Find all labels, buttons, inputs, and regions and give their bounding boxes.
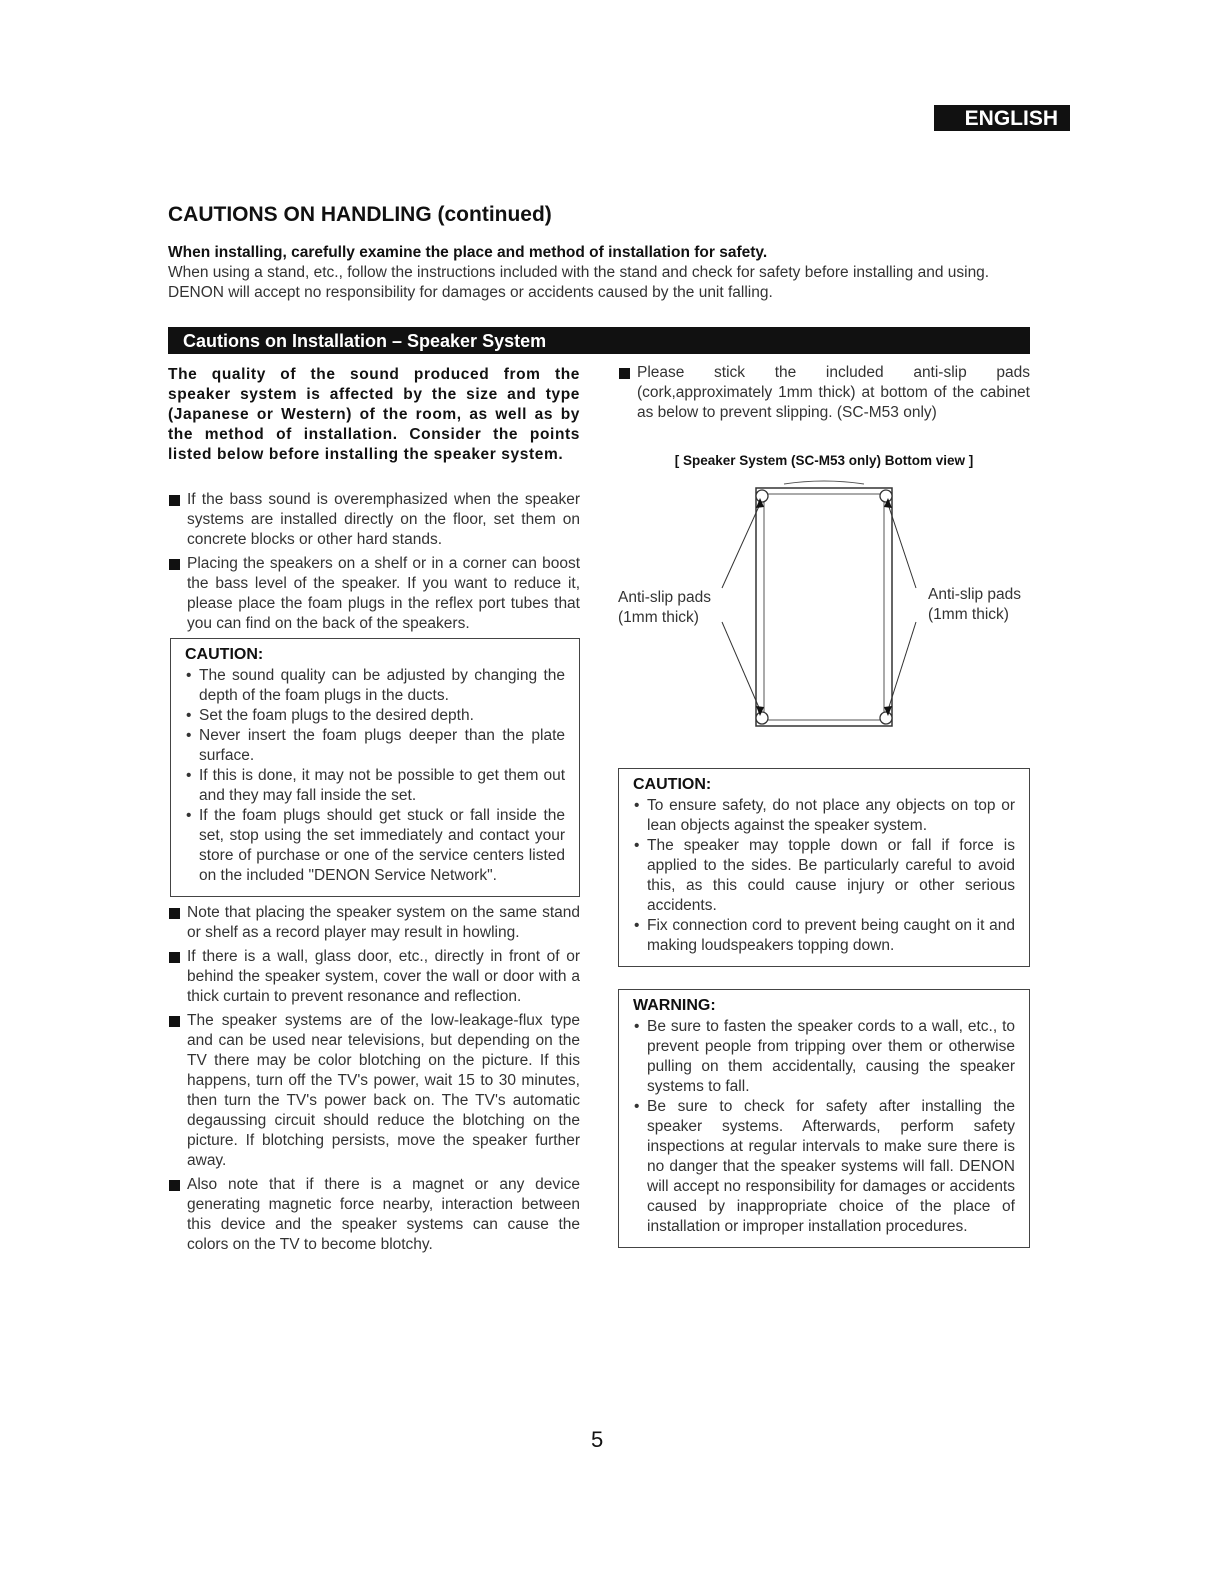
square-bullet-icon bbox=[169, 908, 180, 919]
cabinet-inner-outline bbox=[764, 494, 884, 720]
list-item bbox=[168, 554, 580, 634]
intro-bold-text: When installing, carefully examine the place and method of installation for safety. bbox=[168, 244, 768, 261]
language-tab-label: ENGLISH bbox=[964, 107, 1058, 130]
square-bullet-icon bbox=[169, 1180, 180, 1191]
list-item-text: Note that placing the speaker system on the same stand or shelf as a record player may result in howling. bbox=[187, 904, 580, 941]
list-item-text: If the bass sound is overemphasized when the speaker systems are installed directly on the floor, set them on concrete blocks or other hard stands. bbox=[187, 491, 580, 548]
list-item bbox=[618, 363, 1030, 423]
list-item-text: Please stick the included anti-slip pads (cork,approximately 1mm thick) at bottom of the cabinet as below to prevent slipping. (SC-M53 only) bbox=[637, 364, 1030, 421]
pad-top-right bbox=[880, 490, 892, 502]
cabinet-top-curve bbox=[784, 481, 864, 484]
warning-title: WARNING: bbox=[633, 997, 716, 1014]
list-item bbox=[168, 1175, 580, 1255]
dot-bullet-icon: • bbox=[634, 1018, 640, 1035]
caution-item-text: Fix connection cord to prevent being caught on it and making loudspeakers topping down. bbox=[647, 917, 1015, 954]
caution-item-text: Never insert the foam plugs deeper than the plate surface. bbox=[199, 727, 565, 764]
language-tab-notch bbox=[930, 105, 934, 131]
dot-bullet-icon: • bbox=[186, 767, 192, 784]
caution-item bbox=[633, 916, 1015, 956]
caution-item bbox=[633, 836, 1015, 916]
square-bullet-icon bbox=[169, 952, 180, 963]
page-number: 5 bbox=[591, 1427, 604, 1452]
dot-bullet-icon: • bbox=[634, 837, 640, 854]
list-item-text: The speaker systems are of the low-leakage-flux type and can be used near televisions, but depending on the TV there may be color blotching on the picture. If this happens, turn off the TV's power, wait 15 to 30 minutes, then turn the TV's power back on. The TV's automatic degaussing circuit should reduce the blotching on the picture. If blotching persists, move the speaker further away. bbox=[187, 1012, 580, 1169]
caution-item-text: To ensure safety, do not place any objects on top or lean objects against the speaker system. bbox=[647, 797, 1015, 834]
pad-label-left-line2: (1mm thick) bbox=[618, 609, 699, 626]
list-item-text: Also note that if there is a magnet or any device generating magnetic force nearby, interaction between this device and the speaker systems can cause the colors on the TV to become blotchy. bbox=[187, 1176, 580, 1253]
list-item bbox=[168, 903, 580, 943]
dot-bullet-icon: • bbox=[186, 667, 192, 684]
caution-item-text: If this is done, it may not be possible to get them out and they may fall inside the set. bbox=[199, 767, 565, 804]
speaker-bottom-view-diagram bbox=[618, 480, 1030, 735]
caution-item bbox=[185, 806, 565, 886]
warning-item-text: Be sure to fasten the speaker cords to a wall, etc., to prevent people from tripping over them or otherwise pulling on them accidentally, causing the speaker systems to fall. bbox=[647, 1018, 1015, 1095]
caution-item bbox=[185, 766, 565, 806]
caution-item-text: The sound quality can be adjusted by changing the depth of the foam plugs in the ducts. bbox=[199, 667, 565, 704]
pad-top-left bbox=[756, 490, 768, 502]
leader-left-top bbox=[722, 504, 760, 588]
list-item-text: Placing the speakers on a shelf or in a corner can boost the bass level of the speaker. If you want to reduce it, please place the foam plugs in the reflex port tubes that you can find on the back of the speakers. bbox=[187, 555, 580, 632]
caution-box-left bbox=[170, 638, 580, 897]
list-item-text: If there is a wall, glass door, etc., directly in front of or behind the speaker system, cover the wall or door with a thick curtain to prevent resonance and reflection. bbox=[187, 948, 580, 1005]
list-item bbox=[168, 947, 580, 1007]
dot-bullet-icon: • bbox=[186, 727, 192, 744]
caution-item bbox=[633, 796, 1015, 836]
section-bar: Cautions on Installation – Speaker System bbox=[168, 327, 1030, 354]
language-tab bbox=[930, 105, 1070, 131]
dot-bullet-icon: • bbox=[186, 807, 192, 824]
left-column bbox=[168, 365, 580, 1259]
diagram-title: [ Speaker System (SC-M53 only) Bottom view ] bbox=[674, 453, 974, 468]
list-item bbox=[168, 490, 580, 550]
caution-item bbox=[185, 666, 565, 706]
dot-bullet-icon: • bbox=[634, 797, 640, 814]
warning-box bbox=[618, 989, 1030, 1248]
caution-item-text: Set the foam plugs to the desired depth. bbox=[199, 707, 474, 724]
pad-label-right-line2: (1mm thick) bbox=[928, 606, 1009, 623]
dot-bullet-icon: • bbox=[186, 707, 192, 724]
caution-title: CAUTION: bbox=[633, 776, 712, 793]
square-bullet-icon bbox=[169, 495, 180, 506]
pad-bottom-right bbox=[880, 712, 892, 724]
pad-label-right-line1: Anti-slip pads bbox=[928, 586, 1022, 603]
warning-item bbox=[633, 1017, 1015, 1097]
dot-bullet-icon: • bbox=[634, 1098, 640, 1115]
square-bullet-icon bbox=[169, 1016, 180, 1027]
caution-box-right bbox=[618, 768, 1030, 967]
caution-item-text: The speaker may topple down or fall if force is applied to the sides. Be particularly careful to avoid this, as this could cause injury or other serious accidents. bbox=[647, 837, 1015, 914]
square-bullet-icon bbox=[619, 368, 630, 379]
caution-title: CAUTION: bbox=[185, 646, 264, 663]
warning-item-text: Be sure to check for safety after installing the speaker systems. Afterwards, perform safety inspections at regular intervals to make sure there is no danger that the speaker systems will fall. DENON will accept no responsibility for damages or accidents caused by inappropriate choice of the place of installation or improper installation procedures. bbox=[647, 1098, 1015, 1235]
square-bullet-icon bbox=[169, 559, 180, 570]
left-lead-text: The quality of the sound produced from the speaker system is affected by the size and type (Japanese or Western) of the room, as well as by the method of installation. Consider the points listed below before installing the speaker system. bbox=[168, 366, 580, 463]
dot-bullet-icon: • bbox=[634, 917, 640, 934]
right-column bbox=[618, 363, 1030, 1254]
leader-left-bottom bbox=[722, 622, 760, 710]
cabinet-outline bbox=[756, 488, 892, 726]
list-item bbox=[168, 1011, 580, 1171]
caution-item bbox=[185, 706, 565, 726]
section-title: CAUTIONS ON HANDLING (continued) bbox=[168, 203, 552, 226]
pad-label-right bbox=[928, 585, 1021, 625]
pad-label-left-line1: Anti-slip pads bbox=[618, 589, 712, 606]
caution-item bbox=[185, 726, 565, 766]
pad-label-left bbox=[618, 588, 711, 628]
pad-bottom-left bbox=[756, 712, 768, 724]
caution-item-text: If the foam plugs should get stuck or fall inside the set, stop using the set immediately and contact your store of purchase or one of the service centers listed on the included "DENON Service Network". bbox=[199, 807, 565, 884]
intro-text: When using a stand, etc., follow the instructions included with the stand and check for safety before installing and using. DENON will accept no responsibility for damages or accidents caused by the unit falling. bbox=[168, 264, 990, 301]
warning-item bbox=[633, 1097, 1015, 1237]
